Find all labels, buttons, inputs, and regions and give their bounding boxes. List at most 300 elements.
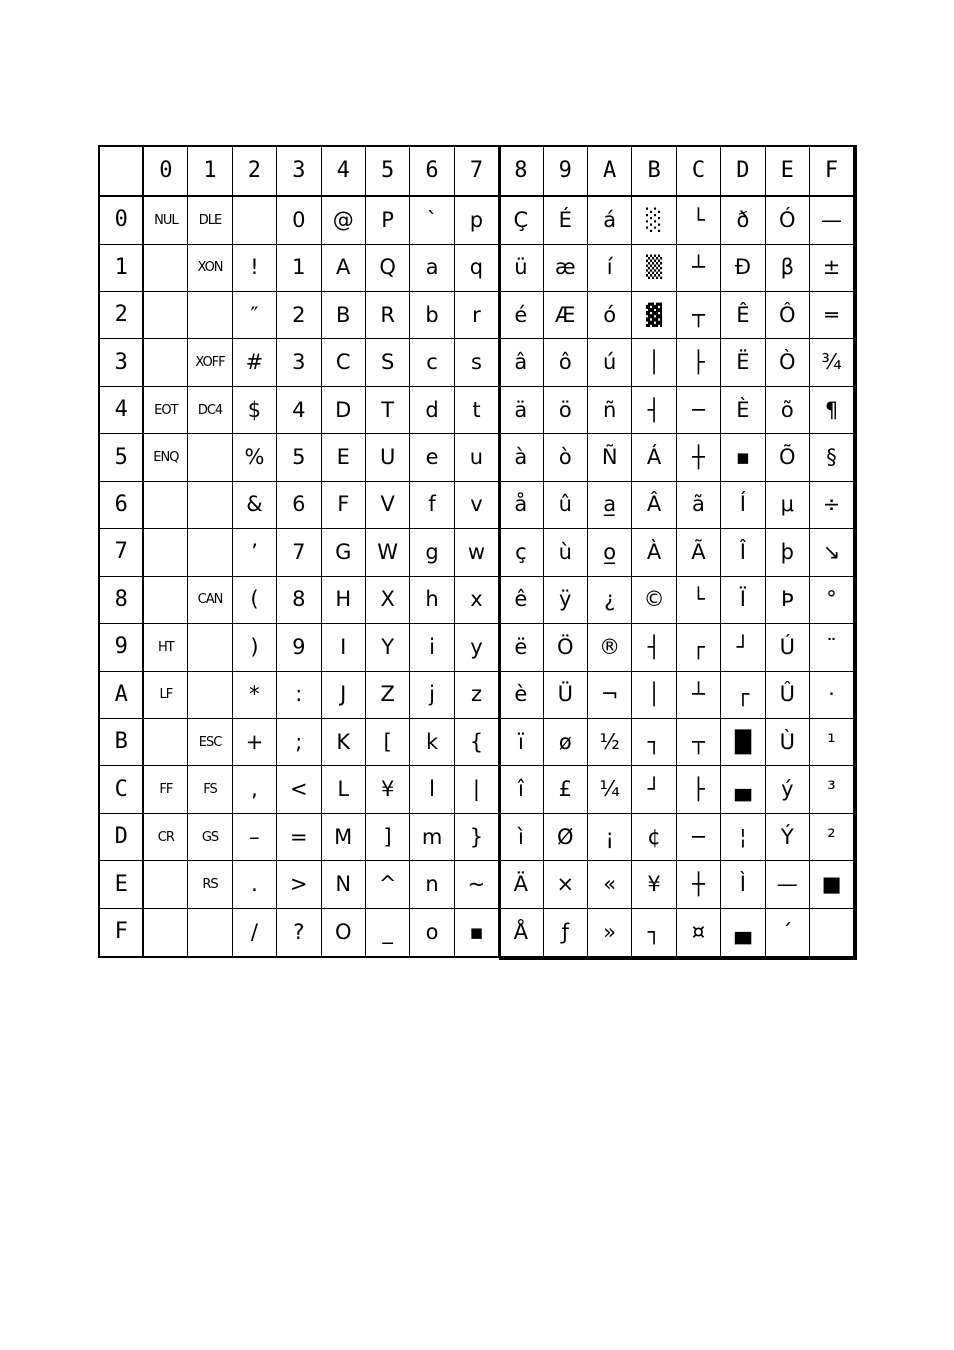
character-cell: A: [321, 244, 365, 291]
character-cell: t: [454, 386, 498, 433]
character-cell: DLE: [188, 196, 232, 244]
character-cell: [143, 244, 187, 291]
character-cell: R: [365, 291, 409, 338]
character-cell: Í: [721, 481, 765, 528]
character-cell: │: [632, 339, 676, 386]
column-header: B: [632, 146, 676, 196]
character-cell: FS: [188, 766, 232, 813]
character-cell: _: [365, 908, 409, 957]
column-header: E: [765, 146, 809, 196]
row-header: 6: [99, 481, 143, 528]
character-cell: a̲: [587, 481, 631, 528]
table-row: [99, 481, 854, 528]
character-cell: P: [365, 196, 409, 244]
character-cell: ░: [632, 196, 676, 244]
character-cell: Û: [765, 671, 809, 718]
character-cell: M: [321, 813, 365, 860]
character-cell: ï: [499, 719, 543, 766]
character-cell: Á: [632, 434, 676, 481]
character-cell: Ø: [543, 813, 587, 860]
character-cell: ê: [499, 576, 543, 623]
character-cell: —: [765, 861, 809, 908]
character-cell: ö: [543, 386, 587, 433]
character-cell: z: [454, 671, 498, 718]
character-cell: ═: [810, 291, 855, 338]
character-cell: █: [721, 719, 765, 766]
table-row: [99, 813, 854, 860]
character-cell: .: [232, 861, 276, 908]
row-header: 2: [99, 291, 143, 338]
character-cell: Ë: [721, 339, 765, 386]
character-cell: [188, 291, 232, 338]
character-cell: ®: [587, 624, 631, 671]
character-cell: j: [410, 671, 454, 718]
character-cell: ┴: [676, 671, 720, 718]
character-cell: å: [499, 481, 543, 528]
row-header: E: [99, 861, 143, 908]
character-cell: ↘: [810, 529, 855, 576]
row-header: 1: [99, 244, 143, 291]
character-cell: u: [454, 434, 498, 481]
character-cell: r: [454, 291, 498, 338]
character-cell: ▄: [721, 908, 765, 957]
character-cell: ┬: [676, 291, 720, 338]
column-header: 7: [454, 146, 498, 196]
character-cell: ▪: [454, 908, 498, 957]
character-cell: ): [232, 624, 276, 671]
character-cell: ñ: [587, 386, 631, 433]
character-cell: Ú: [765, 624, 809, 671]
character-cell: ¢: [632, 813, 676, 860]
character-cell: £: [543, 766, 587, 813]
character-cell: +: [232, 719, 276, 766]
character-cell: y: [454, 624, 498, 671]
character-cell: X: [365, 576, 409, 623]
character-cell: S: [365, 339, 409, 386]
character-cell: 7: [277, 529, 321, 576]
character-cell: «: [587, 861, 631, 908]
character-cell: ESC: [188, 719, 232, 766]
character-cell: LF: [143, 671, 187, 718]
character-cell: ¨: [810, 624, 855, 671]
character-cell: v: [454, 481, 498, 528]
character-cell: ┘: [632, 766, 676, 813]
character-cell: á: [587, 196, 631, 244]
character-cell: U: [365, 434, 409, 481]
character-cell: ¤: [676, 908, 720, 957]
character-cell: N: [321, 861, 365, 908]
character-cell: â: [499, 339, 543, 386]
character-cell: Q: [365, 244, 409, 291]
character-cell: [143, 576, 187, 623]
character-cell: 6: [277, 481, 321, 528]
character-cell: [143, 481, 187, 528]
character-cell: h: [410, 576, 454, 623]
character-cell: ð: [721, 196, 765, 244]
row-header: B: [99, 719, 143, 766]
character-cell: ¦: [721, 813, 765, 860]
character-cell: ¥: [365, 766, 409, 813]
table-row: [99, 196, 854, 244]
character-cell: 1: [277, 244, 321, 291]
character-code-table-body: [99, 146, 854, 957]
character-cell: Ù: [765, 719, 809, 766]
character-cell: /: [232, 908, 276, 957]
character-cell: Ð: [721, 244, 765, 291]
character-cell: ë: [499, 624, 543, 671]
character-cell: DC4: [188, 386, 232, 433]
character-cell: Ü: [543, 671, 587, 718]
table-row: [99, 624, 854, 671]
character-cell: —: [810, 196, 855, 244]
character-cell: í: [587, 244, 631, 291]
character-cell: é: [499, 291, 543, 338]
character-cell: k: [410, 719, 454, 766]
character-cell: |: [454, 766, 498, 813]
character-cell: d: [410, 386, 454, 433]
character-cell: s: [454, 339, 498, 386]
character-cell: <: [277, 766, 321, 813]
column-header: 5: [365, 146, 409, 196]
character-cell: ã: [676, 481, 720, 528]
character-cell: ÿ: [543, 576, 587, 623]
character-cell: Ì: [721, 861, 765, 908]
character-cell: È: [721, 386, 765, 433]
character-cell: ;: [277, 719, 321, 766]
character-cell: ì: [499, 813, 543, 860]
character-cell: ÷: [810, 481, 855, 528]
character-cell: Ê: [721, 291, 765, 338]
character-cell: >: [277, 861, 321, 908]
character-cell: û: [543, 481, 587, 528]
character-cell: [188, 908, 232, 957]
character-cell: ä: [499, 386, 543, 433]
character-cell: ■: [810, 861, 855, 908]
table-row: [99, 861, 854, 908]
column-header: 0: [143, 146, 187, 196]
character-cell: ó: [587, 291, 631, 338]
character-cell: @: [321, 196, 365, 244]
character-cell: [143, 339, 187, 386]
character-cell: ~: [454, 861, 498, 908]
character-cell: n: [410, 861, 454, 908]
character-cell: ƒ: [543, 908, 587, 957]
character-cell: :: [277, 671, 321, 718]
column-header: C: [676, 146, 720, 196]
column-header: 3: [277, 146, 321, 196]
character-cell: μ: [765, 481, 809, 528]
character-cell: ¥: [632, 861, 676, 908]
character-cell: GS: [188, 813, 232, 860]
row-header: 7: [99, 529, 143, 576]
character-cell: [188, 624, 232, 671]
character-cell: ┼: [676, 434, 720, 481]
character-cell: 3: [277, 339, 321, 386]
character-cell: ò: [543, 434, 587, 481]
row-header: D: [99, 813, 143, 860]
character-cell: B: [321, 291, 365, 338]
character-cell: ┐: [632, 908, 676, 957]
character-cell: O: [321, 908, 365, 957]
row-header: 0: [99, 196, 143, 244]
character-cell: ├: [676, 766, 720, 813]
character-cell: i: [410, 624, 454, 671]
character-cell: þ: [765, 529, 809, 576]
character-cell: ú: [587, 339, 631, 386]
column-header: F: [810, 146, 855, 196]
column-header: 2: [232, 146, 276, 196]
character-cell: ″: [232, 291, 276, 338]
character-cell: C: [321, 339, 365, 386]
row-header: 5: [99, 434, 143, 481]
character-cell: Ã: [676, 529, 720, 576]
character-cell: ×: [543, 861, 587, 908]
character-cell: ·: [810, 671, 855, 718]
character-cell: ’: [232, 529, 276, 576]
character-cell: õ: [765, 386, 809, 433]
character-cell: Â: [632, 481, 676, 528]
character-cell: a: [410, 244, 454, 291]
character-cell: G: [321, 529, 365, 576]
character-cell: Y: [365, 624, 409, 671]
character-code-table-container: [98, 145, 855, 958]
character-cell: F: [321, 481, 365, 528]
character-cell: f: [410, 481, 454, 528]
character-cell: [810, 908, 855, 957]
character-cell: Ñ: [587, 434, 631, 481]
character-cell: ┐: [632, 719, 676, 766]
character-cell: ô: [543, 339, 587, 386]
table-row: [99, 576, 854, 623]
row-header: A: [99, 671, 143, 718]
character-cell: ┬: [676, 719, 720, 766]
character-cell: (: [232, 576, 276, 623]
column-header-row: [99, 146, 854, 196]
character-cell: [: [365, 719, 409, 766]
row-header: 3: [99, 339, 143, 386]
character-cell: ─: [676, 813, 720, 860]
character-cell: #: [232, 339, 276, 386]
character-cell: ²: [810, 813, 855, 860]
character-cell: 8: [277, 576, 321, 623]
character-cell: ▄: [721, 766, 765, 813]
table-row: [99, 434, 854, 481]
character-cell: ü: [499, 244, 543, 291]
character-cell: b: [410, 291, 454, 338]
character-cell: Æ: [543, 291, 587, 338]
character-cell: J: [321, 671, 365, 718]
character-cell: ┤: [632, 386, 676, 433]
row-header: 9: [99, 624, 143, 671]
character-cell: [188, 529, 232, 576]
character-cell: Ý: [765, 813, 809, 860]
character-cell: Ô: [765, 291, 809, 338]
table-row: [99, 339, 854, 386]
character-cell: ³: [810, 766, 855, 813]
character-cell: Å: [499, 908, 543, 957]
column-header: 6: [410, 146, 454, 196]
character-cell: EOT: [143, 386, 187, 433]
character-cell: T: [365, 386, 409, 433]
character-cell: [143, 719, 187, 766]
character-cell: [143, 291, 187, 338]
character-cell: *: [232, 671, 276, 718]
character-cell: XON: [188, 244, 232, 291]
character-cell: q: [454, 244, 498, 291]
character-cell: ý: [765, 766, 809, 813]
character-cell: &: [232, 481, 276, 528]
character-cell: ¡: [587, 813, 631, 860]
character-cell: 0: [277, 196, 321, 244]
table-row: [99, 291, 854, 338]
character-cell: »: [587, 908, 631, 957]
character-cell: ┼: [676, 861, 720, 908]
character-cell: ù: [543, 529, 587, 576]
character-cell: °: [810, 576, 855, 623]
character-cell: FF: [143, 766, 187, 813]
character-cell: ┴: [676, 244, 720, 291]
character-cell: [188, 671, 232, 718]
character-cell: à: [499, 434, 543, 481]
character-cell: ENQ: [143, 434, 187, 481]
character-cell: §: [810, 434, 855, 481]
character-cell: p: [454, 196, 498, 244]
character-cell: }: [454, 813, 498, 860]
character-cell: [188, 434, 232, 481]
character-cell: ┌: [721, 671, 765, 718]
row-header: C: [99, 766, 143, 813]
table-row: [99, 244, 854, 291]
row-header: F: [99, 908, 143, 957]
character-cell: V: [365, 481, 409, 528]
character-cell: ┘: [721, 624, 765, 671]
character-cell: └: [676, 576, 720, 623]
character-cell: ,: [232, 766, 276, 813]
character-cell: ▓: [632, 291, 676, 338]
table-row: [99, 766, 854, 813]
character-cell: CR: [143, 813, 187, 860]
character-cell: Õ: [765, 434, 809, 481]
character-cell: ▒: [632, 244, 676, 291]
character-cell: Ç: [499, 196, 543, 244]
character-cell: 2: [277, 291, 321, 338]
character-cell: ┌: [676, 624, 720, 671]
column-header: 4: [321, 146, 365, 196]
character-cell: K: [321, 719, 365, 766]
character-cell: I: [321, 624, 365, 671]
character-cell: ç: [499, 529, 543, 576]
character-cell: D: [321, 386, 365, 433]
character-cell: └: [676, 196, 720, 244]
character-cell: m: [410, 813, 454, 860]
character-cell: ø: [543, 719, 587, 766]
character-cell: É: [543, 196, 587, 244]
character-code-table: [98, 145, 855, 958]
table-row: [99, 908, 854, 957]
character-cell: 5: [277, 434, 321, 481]
character-cell: î: [499, 766, 543, 813]
character-cell: Ò: [765, 339, 809, 386]
character-cell: `: [410, 196, 454, 244]
character-cell: ┤: [632, 624, 676, 671]
character-cell: è: [499, 671, 543, 718]
character-cell: RS: [188, 861, 232, 908]
corner-cell: [99, 146, 143, 196]
character-cell: ^: [365, 861, 409, 908]
character-cell: æ: [543, 244, 587, 291]
table-row: [99, 529, 854, 576]
character-cell: =: [277, 813, 321, 860]
table-row: [99, 386, 854, 433]
character-cell: ¾: [810, 339, 855, 386]
character-cell: CAN: [188, 576, 232, 623]
character-cell: ¶: [810, 386, 855, 433]
character-cell: o: [410, 908, 454, 957]
character-cell: ¬: [587, 671, 631, 718]
column-header: 9: [543, 146, 587, 196]
character-cell: ]: [365, 813, 409, 860]
column-header: A: [587, 146, 631, 196]
character-cell: [143, 908, 187, 957]
character-cell: NUL: [143, 196, 187, 244]
character-cell: H: [321, 576, 365, 623]
character-cell: │: [632, 671, 676, 718]
character-cell: ©: [632, 576, 676, 623]
character-cell: c: [410, 339, 454, 386]
character-cell: Ó: [765, 196, 809, 244]
character-cell: ½: [587, 719, 631, 766]
character-cell: ─: [676, 386, 720, 433]
character-cell: Z: [365, 671, 409, 718]
character-cell: [188, 481, 232, 528]
character-cell: E: [321, 434, 365, 481]
character-cell: o̲: [587, 529, 631, 576]
character-cell: À: [632, 529, 676, 576]
character-cell: %: [232, 434, 276, 481]
character-cell: ▪: [721, 434, 765, 481]
column-header: 8: [499, 146, 543, 196]
character-cell: Ö: [543, 624, 587, 671]
character-cell: XOFF: [188, 339, 232, 386]
character-cell: [143, 861, 187, 908]
table-row: [99, 719, 854, 766]
character-cell: 9: [277, 624, 321, 671]
column-header: 1: [188, 146, 232, 196]
character-cell: {: [454, 719, 498, 766]
character-cell: W: [365, 529, 409, 576]
character-cell: ¹: [810, 719, 855, 766]
character-cell: ¿: [587, 576, 631, 623]
character-cell: Î: [721, 529, 765, 576]
character-cell: ├: [676, 339, 720, 386]
character-cell: [143, 529, 187, 576]
character-cell: Þ: [765, 576, 809, 623]
column-header: D: [721, 146, 765, 196]
character-cell: Ï: [721, 576, 765, 623]
table-row: [99, 671, 854, 718]
character-cell: 4: [277, 386, 321, 433]
character-cell: Ä: [499, 861, 543, 908]
character-cell: !: [232, 244, 276, 291]
character-cell: ´: [765, 908, 809, 957]
character-cell: e: [410, 434, 454, 481]
character-cell: x: [454, 576, 498, 623]
character-cell: l: [410, 766, 454, 813]
character-cell: $: [232, 386, 276, 433]
character-cell: –: [232, 813, 276, 860]
character-cell: ¼: [587, 766, 631, 813]
character-cell: HT: [143, 624, 187, 671]
